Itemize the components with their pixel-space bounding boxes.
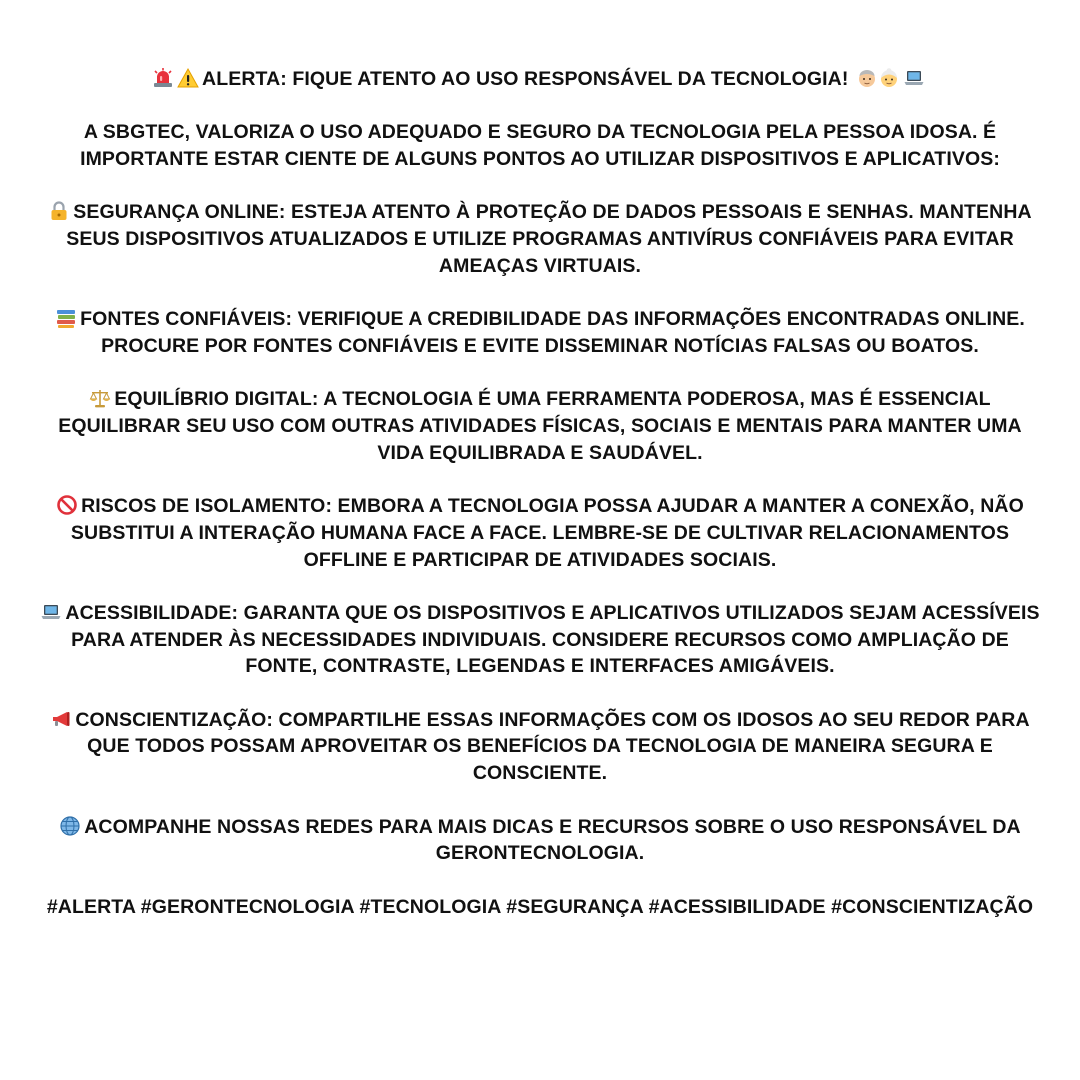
older-man-icon — [856, 67, 878, 89]
alert-heading — [40, 66, 1040, 93]
megaphone-icon — [50, 708, 72, 730]
section-text: EQUILÍBRIO DIGITAL: A TECNOLOGIA É UMA FERRAMENTA PODEROSA, MAS É ESSENCIAL EQUILIBRAR SEU USO COM OUTRAS ATIVIDADES FÍSICAS, SOCIAIS E MENTAIS PARA MANTER UMA VIDA EQUILIBRADA E SAUDÁVEL. — [58, 388, 1022, 464]
balance-scale-icon — [89, 387, 111, 409]
laptop-icon — [903, 67, 925, 89]
section-text: FONTES CONFIÁVEIS: VERIFIQUE A CREDIBILIDADE DAS INFORMAÇÕES ENCONTRADAS ONLINE. PROCURE POR FONTES CONFIÁVEIS E EVITE DISSEMINAR NOTÍCIAS FALSAS OU BOATOS. — [80, 308, 1025, 357]
section-text: CONSCIENTIZAÇÃO: COMPARTILHE ESSAS INFORMAÇÕES COM OS IDOSOS AO SEU REDOR PARA QUE TODOS POSSAM APROVEITAR OS BENEFÍCIOS DA TECNOLOGIA DE MANEIRA SEGURA E CONSCIENTE. — [75, 708, 1030, 785]
intro-paragraph: A SBGTEC, VALORIZA O USO ADEQUADO E SEGURO DA TECNOLOGIA PELA PESSOA IDOSA. É IMPORTANTE ESTAR CIENTE DE ALGUNS PONTOS AO UTILIZAR DISPOSITIVOS E APLICATIVOS: — [80, 121, 1000, 171]
books-icon — [55, 307, 77, 329]
section-seguranca — [40, 199, 1040, 279]
section-acessibilidade — [40, 600, 1040, 680]
globe-icon — [59, 815, 81, 837]
lock-icon — [48, 200, 70, 222]
hashtags: #ALERTA #GERONTECNOLOGIA #TECNOLOGIA #SEGURANÇA #ACESSIBILIDADE #CONSCIENTIZAÇÃO — [46, 895, 1034, 918]
warning-icon — [177, 67, 199, 89]
section-text: SEGURANÇA ONLINE: ESTEJA ATENTO À PROTEÇÃO DE DADOS PESSOAIS E SENHAS. MANTENHA SEUS DISPOSITIVOS ATUALIZADOS E UTILIZE PROGRAMAS ANTIVÍRUS CONFIÁVEIS PARA EVITAR AMEAÇAS VIRTUAIS. — [66, 201, 1032, 277]
alert-text: ALERTA: FIQUE ATENTO AO USO RESPONSÁVEL DA TECNOLOGIA! — [202, 68, 849, 90]
section-text: ACOMPANHE NOSSAS REDES PARA MAIS DICAS E RECURSOS SOBRE O USO RESPONSÁVEL DA GERONTECNOLOGIA. — [84, 815, 1021, 865]
section-fontes — [40, 306, 1040, 359]
laptop-icon — [40, 601, 62, 623]
older-woman-icon — [878, 67, 900, 89]
section-text: ACESSIBILIDADE: GARANTA QUE OS DISPOSITIVOS E APLICATIVOS UTILIZADOS SEJAM ACESSÍVEIS PARA ATENDER ÀS NECESSIDADES INDIVIDUAIS. CONSIDERE RECURSOS COMO AMPLIAÇÃO DE FONTE, CONTRASTE, LEGENDAS E INTERFACES AMIGÁVEIS. — [65, 601, 1040, 678]
post-body — [40, 66, 1040, 920]
section-redes — [40, 814, 1040, 867]
section-equilibrio — [40, 386, 1040, 466]
section-text: RISCOS DE ISOLAMENTO: EMBORA A TECNOLOGIA POSSA AJUDAR A MANTER A CONEXÃO, NÃO SUBSTITUI A INTERAÇÃO HUMANA FACE A FACE. LEMBRE-SE DE CULTIVAR RELACIONAMENTOS OFFLINE E PARTICIPAR DE ATIVIDADES SOCIAIS. — [70, 495, 1024, 571]
section-isolamento — [40, 493, 1040, 573]
rotating-light-icon — [152, 67, 174, 89]
prohibited-icon — [56, 494, 78, 516]
section-conscientizacao — [40, 707, 1040, 787]
